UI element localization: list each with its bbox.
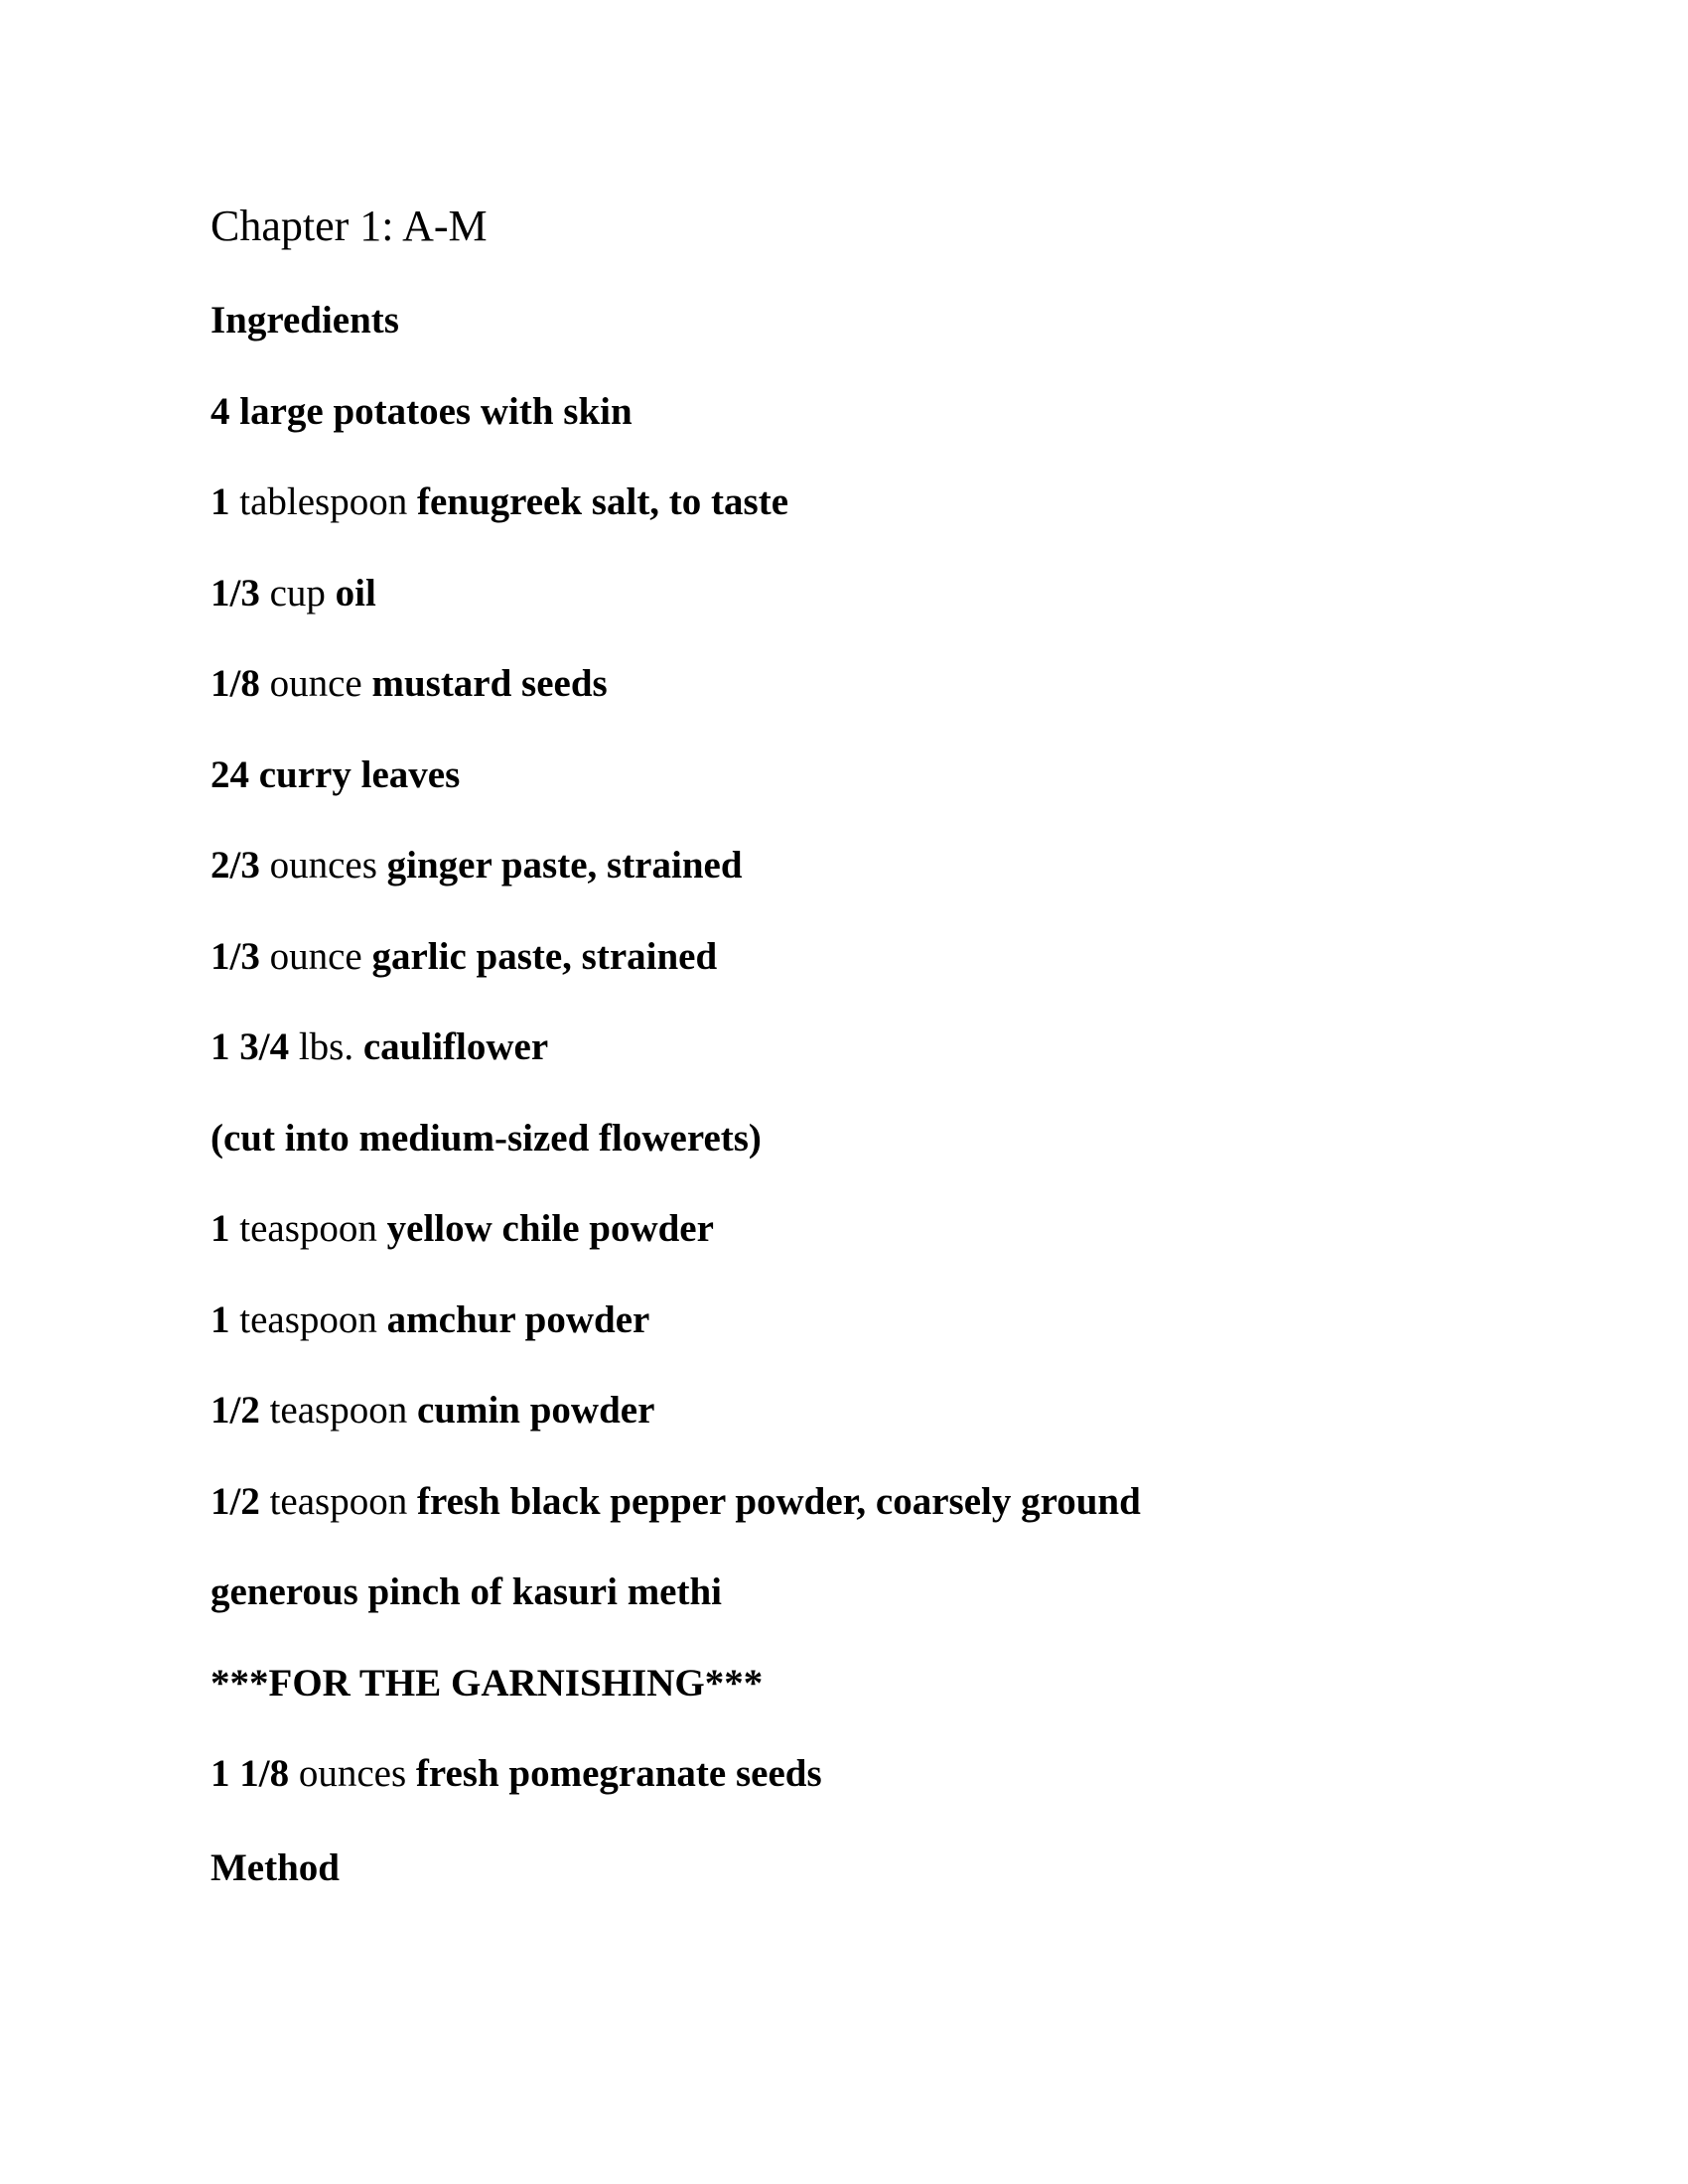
ingredient-line — [211, 1657, 763, 1710]
ingredient-line — [211, 1294, 649, 1347]
ingredients-heading: Ingredients — [211, 299, 399, 341]
ingredient-line — [211, 749, 460, 802]
ingredient-quantity: generous pinch of kasuri methi — [211, 1570, 722, 1613]
ingredient-quantity: 1 3/4 — [211, 1025, 290, 1068]
ingredient-name: garlic paste, strained — [371, 935, 718, 978]
ingredient-line — [211, 1747, 822, 1801]
ingredient-line — [211, 1021, 548, 1074]
ingredient-name: mustard seeds — [371, 662, 608, 705]
ingredient-name: yellow chile powder — [386, 1207, 714, 1250]
ingredient-quantity: 1 — [211, 1298, 230, 1341]
ingredient-line — [211, 1202, 714, 1256]
ingredient-name: ginger paste, strained — [386, 844, 743, 887]
ingredient-name: amchur powder — [386, 1298, 650, 1341]
ingredient-line — [211, 476, 788, 529]
ingredient-unit: ounce — [259, 935, 372, 978]
ingredient-quantity: 1 1/8 — [211, 1752, 290, 1795]
method-heading: Method — [211, 1846, 340, 1889]
ingredient-unit: cup — [259, 572, 336, 614]
ingredient-name: cauliflower — [362, 1025, 549, 1068]
ingredient-quantity: (cut into medium-sized flowerets) — [211, 1117, 762, 1160]
ingredient-unit: teaspoon — [229, 1298, 387, 1341]
ingredient-name: fresh black pepper powder, coarsely ground — [416, 1480, 1141, 1523]
ingredient-unit: teaspoon — [229, 1207, 387, 1250]
ingredient-line — [211, 1566, 722, 1619]
ingredient-line — [211, 657, 608, 711]
ingredient-unit: ounce — [259, 662, 372, 705]
ingredient-quantity: 2/3 — [211, 844, 260, 887]
ingredient-line — [211, 930, 717, 984]
ingredient-quantity: 1/3 — [211, 572, 260, 614]
ingredient-quantity: 1/3 — [211, 935, 260, 978]
ingredient-name: fenugreek salt, to taste — [416, 480, 789, 523]
ingredient-unit: teaspoon — [259, 1480, 417, 1523]
ingredient-quantity: ***FOR THE GARNISHING*** — [211, 1662, 764, 1705]
ingredient-quantity: 1 — [211, 480, 230, 523]
chapter-title: Chapter 1: A-M — [211, 202, 488, 250]
ingredient-quantity: 1/8 — [211, 662, 260, 705]
ingredient-line — [211, 385, 633, 439]
ingredient-name: fresh pomegranate seeds — [415, 1752, 822, 1795]
ingredient-unit: ounces — [289, 1752, 416, 1795]
ingredient-quantity: 1/2 — [211, 1480, 260, 1523]
ingredient-line — [211, 1112, 762, 1165]
ingredient-name: cumin powder — [416, 1389, 655, 1432]
ingredient-name: oil — [335, 572, 376, 614]
ingredient-unit: lbs. — [289, 1025, 363, 1068]
ingredient-line — [211, 567, 376, 620]
ingredient-unit: tablespoon — [229, 480, 417, 523]
ingredient-line — [211, 839, 743, 892]
ingredient-quantity: 1/2 — [211, 1389, 260, 1432]
ingredient-quantity: 24 curry leaves — [211, 753, 461, 796]
ingredient-line — [211, 1384, 654, 1437]
ingredient-quantity: 1 — [211, 1207, 230, 1250]
ingredient-line — [211, 1475, 1141, 1529]
ingredient-unit: teaspoon — [259, 1389, 417, 1432]
ingredient-quantity: 4 large potatoes with skin — [211, 390, 633, 433]
ingredient-unit: ounces — [259, 844, 387, 887]
